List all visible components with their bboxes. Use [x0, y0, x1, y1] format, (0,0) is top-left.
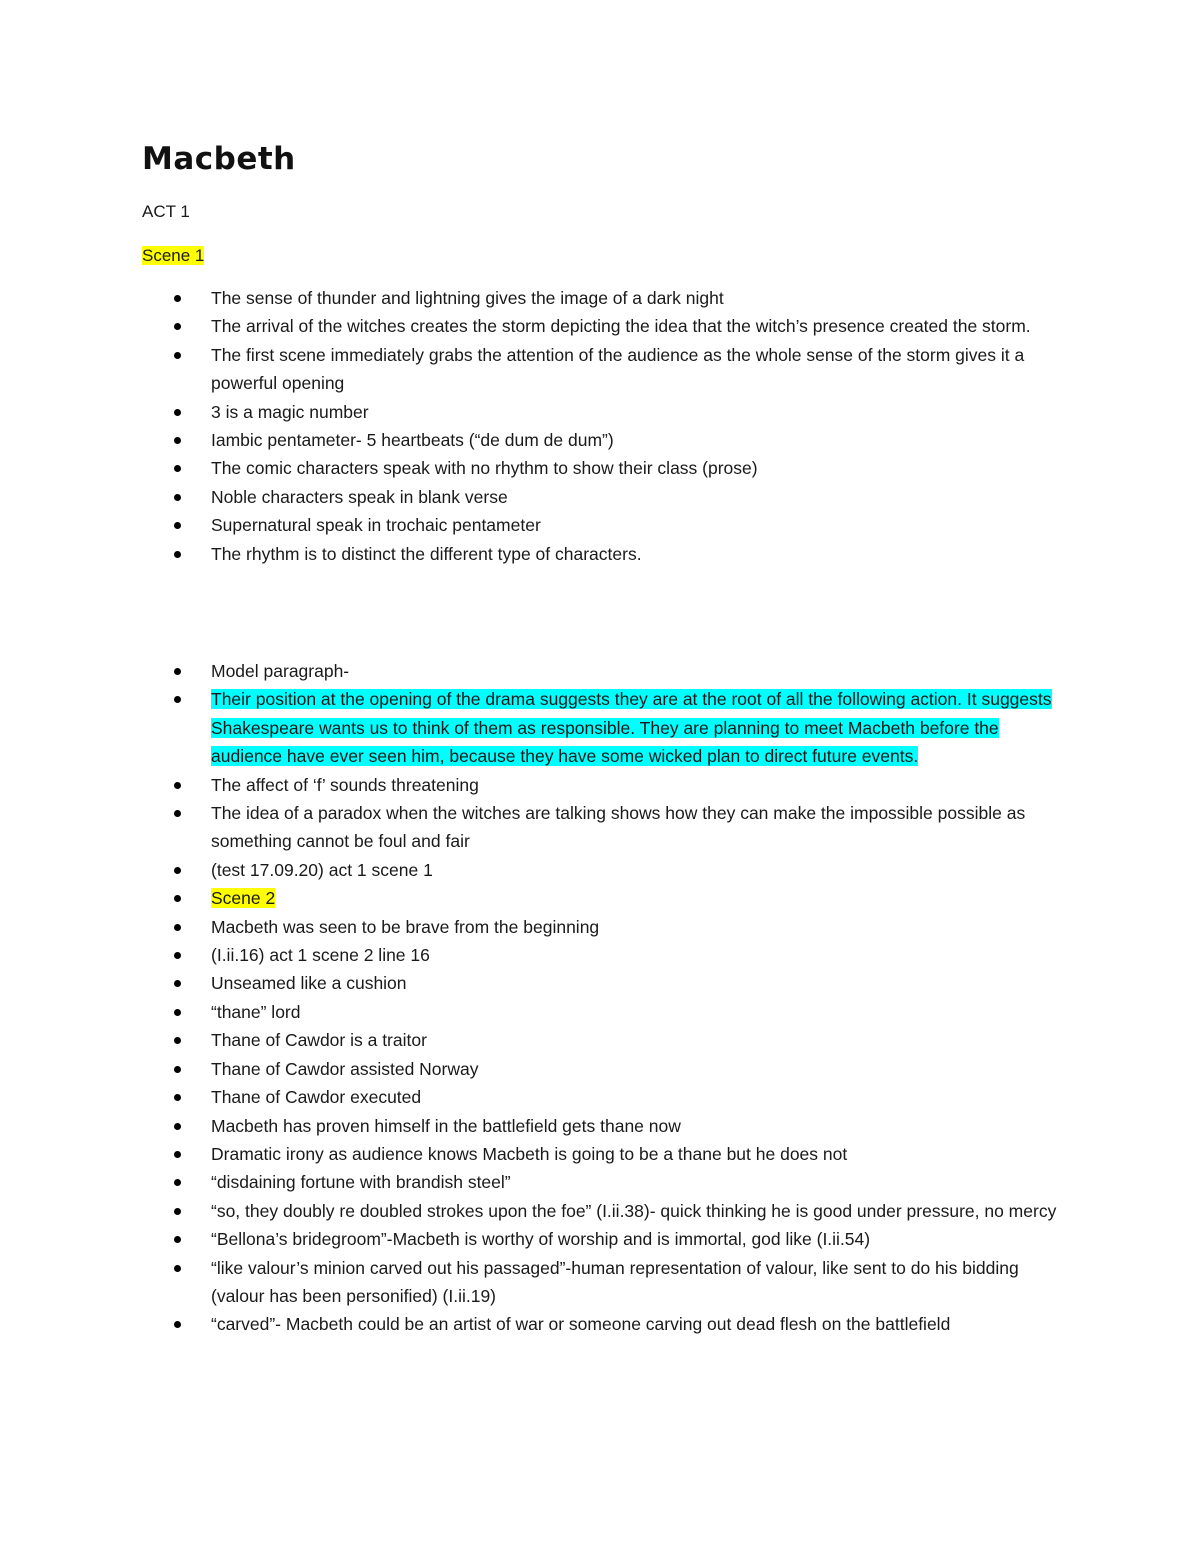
bullet-icon	[174, 551, 181, 558]
list-item-text: Thane of Cawdor assisted Norway	[211, 1058, 479, 1079]
bullet-icon	[174, 1151, 181, 1158]
list-item-text: The sense of thunder and lightning gives the image of a dark night	[211, 288, 724, 308]
list-item	[0, 312, 1200, 340]
bullet-icon	[174, 1066, 181, 1073]
list-item-text: The arrival of the witches creates the storm depicting the idea that the witch’s presence created the storm.	[211, 316, 1031, 337]
list-item-text: Supernatural speak in trochaic pentameter	[211, 515, 541, 536]
scene-1-notes-list	[0, 284, 1200, 568]
act-heading: ACT 1	[142, 202, 190, 221]
list-item	[0, 969, 1200, 997]
list-item	[0, 483, 1200, 511]
scene-2-heading-highlight: Scene 2	[211, 888, 276, 909]
list-item-text: Thane of Cawdor executed	[211, 1087, 422, 1108]
list-item	[0, 799, 1200, 856]
list-item	[0, 284, 1200, 312]
bullet-icon	[174, 352, 181, 359]
list-item	[0, 1140, 1200, 1168]
bullet-icon	[174, 1265, 181, 1272]
list-item	[0, 1168, 1200, 1196]
list-item-text: Unseamed like a cushion	[211, 973, 407, 994]
list-item-text: Iambic pentameter- 5 heartbeats (“de dum de dum”)	[211, 430, 614, 451]
list-item	[0, 341, 1200, 398]
list-item-text: 3 is a magic number	[211, 401, 369, 422]
list-item	[0, 540, 1200, 568]
list-item-text: The comic characters speak with no rhythm to show their class (prose)	[211, 458, 758, 479]
list-item-text: The idea of a paradox when the witches are talking shows how they can make the impossible possible as something cannot be foul and fair	[211, 803, 1026, 852]
list-item	[0, 657, 1200, 685]
list-item-text: The first scene immediately grabs the attention of the audience as the whole sense of the storm gives it a powerful opening	[211, 344, 1025, 394]
list-item-text: The affect of ‘f’ sounds threatening	[211, 774, 479, 795]
list-item	[0, 1197, 1200, 1225]
list-item	[0, 884, 1200, 912]
list-item	[0, 685, 1200, 770]
bullet-icon	[174, 494, 181, 501]
bullet-icon	[174, 1123, 181, 1130]
list-item	[0, 511, 1200, 539]
list-item-text: “thane” lord	[211, 1001, 301, 1022]
bullet-icon	[174, 465, 181, 472]
list-item-text: (I.ii.16) act 1 scene 2 line 16	[211, 945, 430, 966]
list-item	[0, 1310, 1200, 1338]
list-item-text: Model paragraph-	[211, 661, 350, 681]
list-item	[0, 1026, 1200, 1054]
list-item-text: “disdaining fortune with brandish steel”	[211, 1172, 511, 1193]
bullet-icon	[174, 1037, 181, 1044]
list-item-text: The rhythm is to distinct the different type of characters.	[211, 543, 642, 564]
bullet-icon	[174, 1321, 181, 1328]
document-title: Macbeth	[142, 141, 296, 177]
list-item-text: Noble characters speak in blank verse	[211, 486, 508, 507]
list-item	[0, 998, 1200, 1026]
bullet-icon	[174, 437, 181, 444]
bullet-icon	[174, 522, 181, 529]
bullet-icon	[174, 952, 181, 959]
model-paragraph-notes-list	[0, 657, 1200, 1339]
bullet-icon	[174, 980, 181, 987]
bullet-icon	[174, 1179, 181, 1186]
list-item	[0, 454, 1200, 482]
bullet-icon	[174, 1236, 181, 1243]
bullet-icon	[174, 295, 181, 302]
bullet-icon	[174, 409, 181, 416]
bullet-icon	[174, 1009, 181, 1016]
list-item	[0, 941, 1200, 969]
bullet-icon	[174, 1094, 181, 1101]
bullet-icon	[174, 323, 181, 330]
scene-1-heading	[142, 244, 204, 268]
list-item-text: “so, they doubly re doubled strokes upon the foe” (I.ii.38)- quick thinking he is good under pressure, no mercy	[211, 1200, 1057, 1221]
list-item-text: (test 17.09.20) act 1 scene 1	[211, 859, 433, 880]
list-item	[0, 426, 1200, 454]
scene-1-heading-highlight: Scene 1	[142, 246, 205, 265]
list-item-text: “like valour’s minion carved out his passaged”-human representation of valour, like sent to do his bidding (valour has been personified) (I.ii.19)	[211, 1257, 1019, 1306]
bullet-icon	[174, 668, 181, 675]
list-item	[0, 771, 1200, 799]
bullet-icon	[174, 924, 181, 931]
list-item-text: Dramatic irony as audience knows Macbeth is going to be a thane but he does not	[211, 1143, 848, 1164]
list-item	[0, 913, 1200, 941]
bullet-icon	[174, 782, 181, 789]
list-item	[0, 1254, 1200, 1311]
list-item-text: “carved”- Macbeth could be an artist of war or someone carving out dead flesh on the battlefield	[211, 1314, 951, 1335]
bullet-icon	[174, 1208, 181, 1215]
model-paragraph-highlight: Their position at the opening of the drama suggests they are at the root of all the following action. It suggests Shakespeare wants us to think of them as responsible. They are planning to meet Macbeth before the audience have ever seen him, because they have some wicked plan to direct future events.	[211, 689, 1052, 767]
list-item	[0, 1055, 1200, 1083]
list-item	[0, 1112, 1200, 1140]
list-item-text: “Bellona’s bridegroom”-Macbeth is worthy of worship and is immortal, god like (I.ii.54)	[211, 1229, 871, 1250]
list-item	[0, 1083, 1200, 1111]
list-item	[0, 398, 1200, 426]
bullet-icon	[174, 867, 181, 874]
list-item	[0, 1225, 1200, 1253]
bullet-icon	[174, 810, 181, 817]
list-item-text: Macbeth was seen to be brave from the beginning	[211, 916, 600, 937]
list-item-text: Macbeth has proven himself in the battlefield gets thane now	[211, 1115, 681, 1136]
bullet-icon	[174, 696, 181, 703]
list-item-text: Thane of Cawdor is a traitor	[211, 1030, 427, 1051]
bullet-icon	[174, 895, 181, 902]
list-item	[0, 856, 1200, 884]
